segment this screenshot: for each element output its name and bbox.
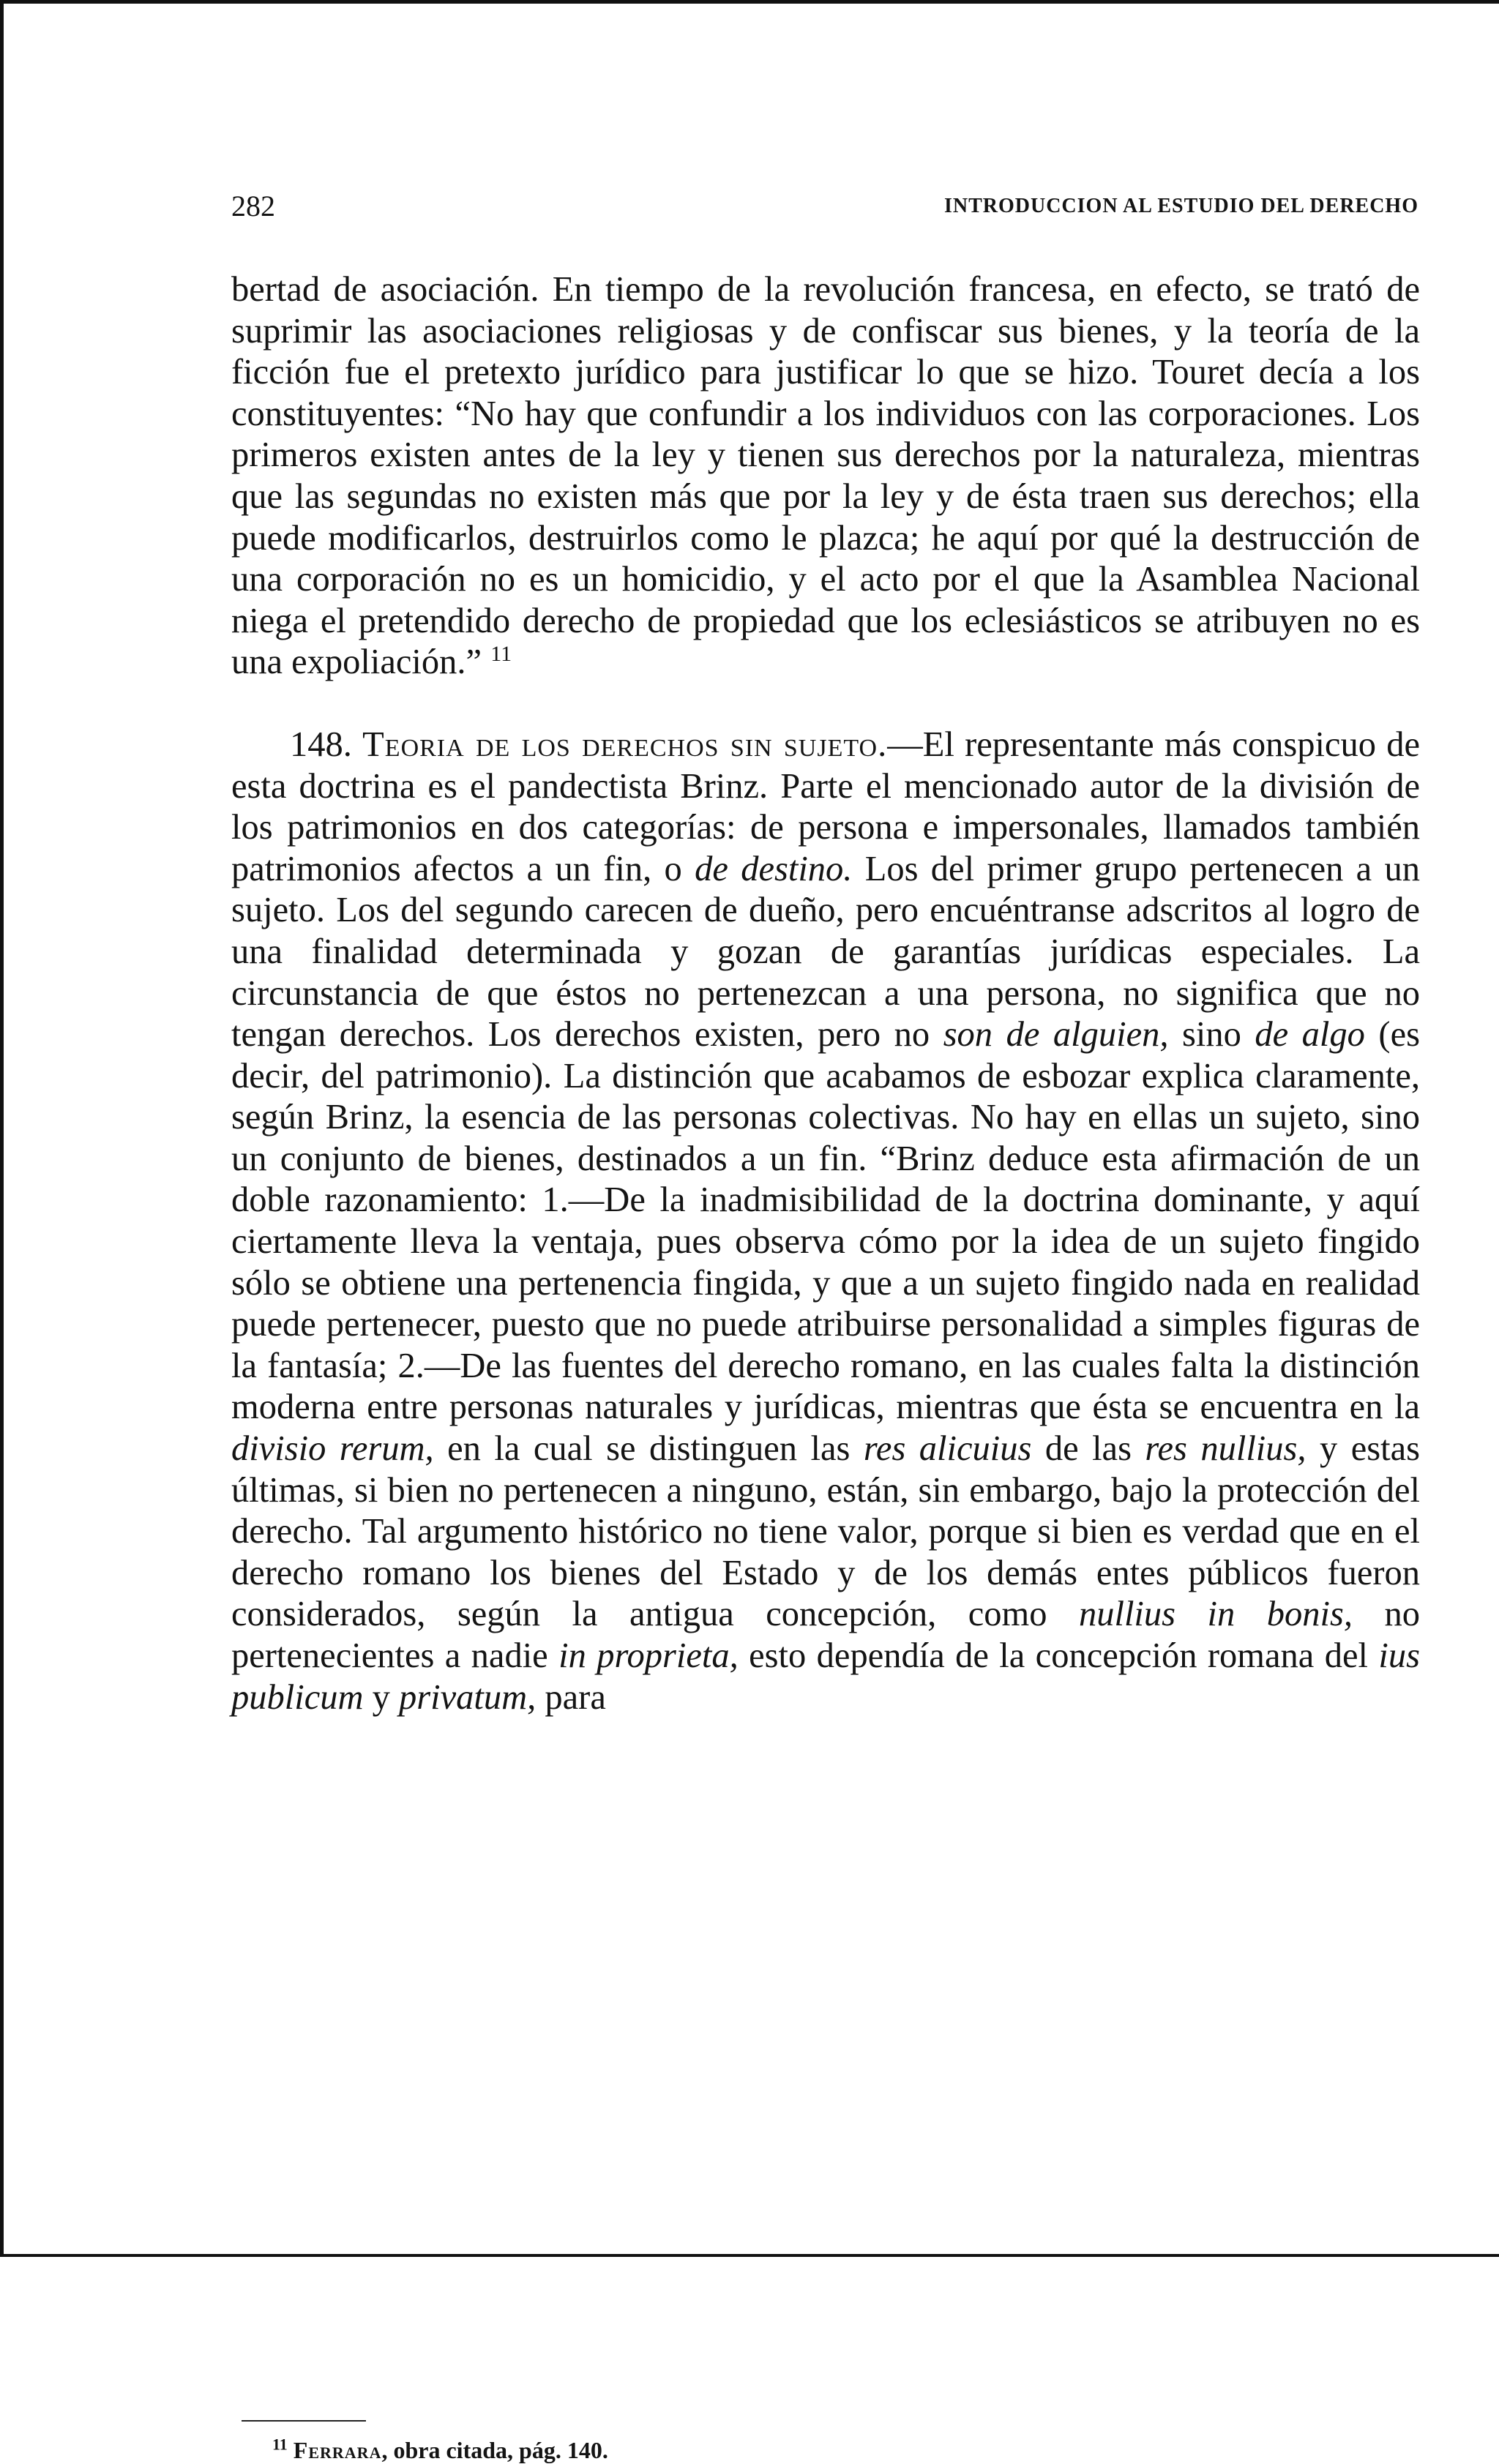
paragraph-continuation: bertad de asociación. En tiempo de la revolución francesa, en efecto, se trató de suprimir las asociaciones religiosas y de confiscar sus bienes, y la teoría de la ficción fue el pretexto jurídico para justificar lo que se hizo. Touret decía a los constituyentes: “No hay que confundir a los individuos con las corporaciones. Los primeros existen antes de la ley y tienen sus derechos por la naturaleza, mientras que las segundas no existen más que por la ley y de ésta traen sus derechos; ella puede modificarlos, destruirlos como le plazca; he aquí por qué la destrucción de una corporación no es un homicidio, y el acto por el que la Asamblea Nacional niega el pretendido derecho de propiedad que los eclesiásticos se atribuyen no es una expoliación.” $^{11}$ <box>231 270 1420 682</box>
footnote-author: Ferrara <box>293 2437 382 2463</box>
footnote <box>272 2437 608 2464</box>
footnote-divider <box>242 2420 366 2422</box>
running-title: INTRODUCCION AL ESTUDIO DEL DERECHO <box>943 195 1418 217</box>
page-header <box>231 189 1418 225</box>
section-number: 148. <box>290 724 352 764</box>
main-text <box>231 269 1420 1718</box>
footnote-reference: 11 <box>490 642 512 667</box>
footnote-number: 11 <box>272 2435 288 2454</box>
section-heading: Teoria de los derechos sin sujeto. <box>362 724 888 764</box>
page-number: 282 <box>231 190 275 222</box>
footnote-text: , obra citada, pág. 140. <box>381 2437 608 2463</box>
section-148-paragraph: 148. Teoria de los derechos sin sujeto.—El representante más conspicuo de esta doctrina es el pandectista Brinz. Parte el mencionado autor de la división de los patrimonios en dos categorías: de persona e impersonales, llamados también patrimonios afectos a un fin, o de destino. Los del primer grupo pertenecen a un sujeto. Los del segundo carecen de dueño, pero encuéntranse adscritos al logro de una finalidad determinada y gozan de garantías jurídicas especiales. La circunstancia de que éstos no pertenezcan a una persona, no significa que no tengan derechos. Los derechos existen, pero no son de alguien, sino de algo (es decir, del patrimonio). La distinción que acabamos de esbozar explica claramente, según Brinz, la esencia de las personas colectivas. No hay en ellas un sujeto, sino un conjunto de bienes, destinados a un fin. “Brinz deduce esta afirmación de un doble razonamiento: 1.—De la inadmisibilidad de la doctrina dominante, y aquí ciertamente lleva la ventaja, pues observa cómo por la idea de un sujeto fingido sólo se obtiene una pertenencia fingida, y que a un sujeto fingido nada en realidad puede pertenecer, puesto que no puede atribuirse personalidad a simples figuras de la fantasía; 2.—De las fuentes del derecho romano, en las cuales falta la distinción moderna entre personas naturales y jurídicas, mientras que ésta se encuentra en la divisio rerum, en la cual se distinguen las res alicuius de las res nullius, y estas últimas, si bien no pertenecen a ninguno, están, sin embargo, bajo la protección del derecho. Tal argumento histórico no tiene valor, porque si bien es verdad que en el derecho romano los bienes del Estado y de los demás entes públicos fueron considerados, según la antigua concepción, como nullius in bonis, no pertenecientes a nadie in proprieta, esto dependía de la concepción romana del ius publicum y privatum, para <box>231 724 1421 1717</box>
